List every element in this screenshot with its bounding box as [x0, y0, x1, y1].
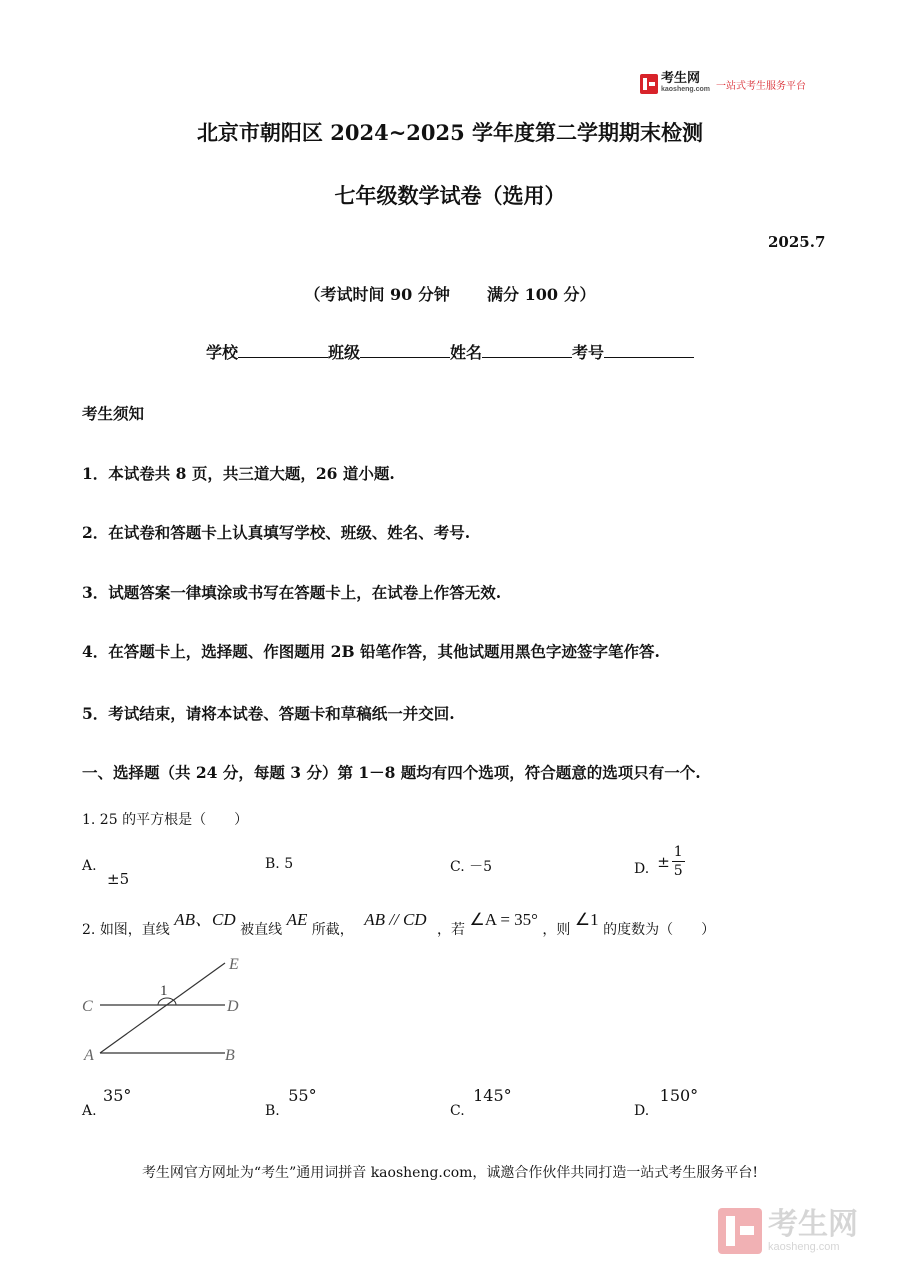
angle-1-arc	[158, 998, 176, 1005]
q2-math-parallel: AB // CD	[364, 910, 427, 929]
q2-stem	[82, 910, 716, 939]
logo-slogan: 一站式考生服务平台	[716, 80, 807, 92]
label-angle-1: 1	[160, 983, 168, 999]
q1-option-a[interactable]	[82, 856, 130, 888]
q2-text: ，则	[542, 922, 571, 938]
notice-item: 1．本试卷共 8 页，共三道大题，26 道小题.	[82, 464, 395, 483]
number-label: 考号	[572, 343, 605, 362]
option-sign: ±	[657, 852, 670, 871]
school-label: 学校	[205, 343, 238, 362]
option-label: D.	[634, 1103, 650, 1119]
option-label: A.	[82, 858, 97, 874]
label-b: B	[225, 1047, 235, 1064]
option-label: B.	[265, 1103, 280, 1119]
option-label: D.	[634, 860, 650, 877]
exam-info	[0, 282, 900, 305]
watermark-domain: kaosheng.com	[768, 1241, 840, 1253]
option-text: －5	[469, 859, 493, 875]
kaosheng-watermark-icon	[718, 1208, 762, 1254]
site-logo	[640, 72, 806, 96]
logo-domain: kaosheng.com	[661, 86, 711, 93]
option-text: 35°	[103, 1086, 132, 1105]
q2-option-c[interactable]	[450, 1086, 512, 1119]
option-text: 150°	[659, 1086, 699, 1105]
q2-text: ，若	[437, 922, 466, 938]
number-blank[interactable]	[604, 343, 694, 358]
q1-option-c[interactable]	[450, 856, 492, 876]
q2-option-b[interactable]	[265, 1086, 317, 1119]
q1-option-b[interactable]	[265, 856, 293, 872]
q2-math-transversal: AE	[286, 910, 308, 929]
q2-text: 所截，	[311, 922, 354, 938]
student-info-fields	[0, 340, 900, 363]
exam-score: 满分 100 分）	[487, 285, 596, 304]
footer-text: 考生网官方网址为“考生”通用词拼音 kaosheng.com，诚邀合作伙伴共同打造一站式考生服务平台!	[141, 1165, 759, 1181]
name-blank[interactable]	[482, 343, 572, 358]
notice-item: 5．考试结束，请将本试卷、答题卡和草稿纸一并交回.	[82, 704, 455, 723]
q1-option-d[interactable]	[634, 843, 685, 880]
exam-date: 2025.7	[768, 233, 826, 251]
notice-item: 2．在试卷和答题卡上认真填写学校、班级、姓名、考号.	[82, 523, 471, 542]
option-label: A.	[82, 1103, 97, 1119]
label-c: C	[82, 998, 93, 1015]
watermark-name: 考生网	[768, 1208, 858, 1241]
section1-heading: 一、选择题（共 24 分，每题 3 分）第 1－8 题均有四个选项，符合题意的选项只有一个.	[82, 763, 701, 782]
option-label: B.	[265, 856, 280, 872]
option-text: 145°	[473, 1086, 512, 1105]
logo-name: 考生网	[661, 70, 701, 85]
option-label: C.	[450, 1103, 465, 1119]
fraction-numerator: 1	[673, 844, 683, 860]
fraction	[672, 843, 685, 880]
name-label: 姓名	[450, 343, 483, 362]
label-e: E	[229, 956, 239, 973]
q2-number: 2.	[82, 922, 96, 938]
notice-item: 3．试题答案一律填涂或书写在答题卡上，在试卷上作答无效.	[82, 583, 502, 602]
q2-math-angle-a: ∠A = 35°	[469, 910, 538, 929]
watermark-logo	[718, 1208, 858, 1254]
label-a: A	[84, 1047, 94, 1064]
class-blank[interactable]	[360, 343, 450, 358]
option-label: C.	[450, 859, 465, 875]
line-ae	[100, 963, 225, 1053]
exam-title: 北京市朝阳区 2024~2025 学年度第二学期期末检测	[196, 120, 704, 145]
q1-stem: 1. 25 的平方根是（ ）	[82, 812, 249, 828]
notice-heading: 考生须知	[82, 404, 145, 423]
option-text: ±5	[107, 870, 130, 888]
fraction-denominator: 5	[673, 863, 683, 879]
q2-math-angle-1: ∠1	[574, 910, 599, 929]
q2-option-a[interactable]	[82, 1086, 132, 1119]
school-blank[interactable]	[238, 343, 328, 358]
kaosheng-logo-icon	[640, 74, 658, 94]
exam-time: （考试时间 90 分钟	[304, 285, 450, 304]
class-label: 班级	[327, 343, 360, 362]
q2-math-lines: AB、CD	[174, 910, 236, 929]
q2-text: 如图，直线	[99, 922, 170, 938]
exam-subtitle: 七年级数学试卷（选用）	[334, 183, 566, 208]
q2-text: 的度数为（ ）	[603, 922, 716, 938]
q2-option-d[interactable]	[634, 1086, 699, 1119]
q2-figure	[80, 953, 245, 1068]
option-text: 55°	[288, 1086, 317, 1105]
q2-text: 被直线	[240, 922, 283, 938]
label-d: D	[227, 998, 239, 1015]
notice-item: 4．在答题卡上，选择题、作图题用 2B 铅笔作答，其他试题用黑色字迹签字笔作答.	[82, 642, 660, 661]
option-text: 5	[284, 856, 294, 872]
